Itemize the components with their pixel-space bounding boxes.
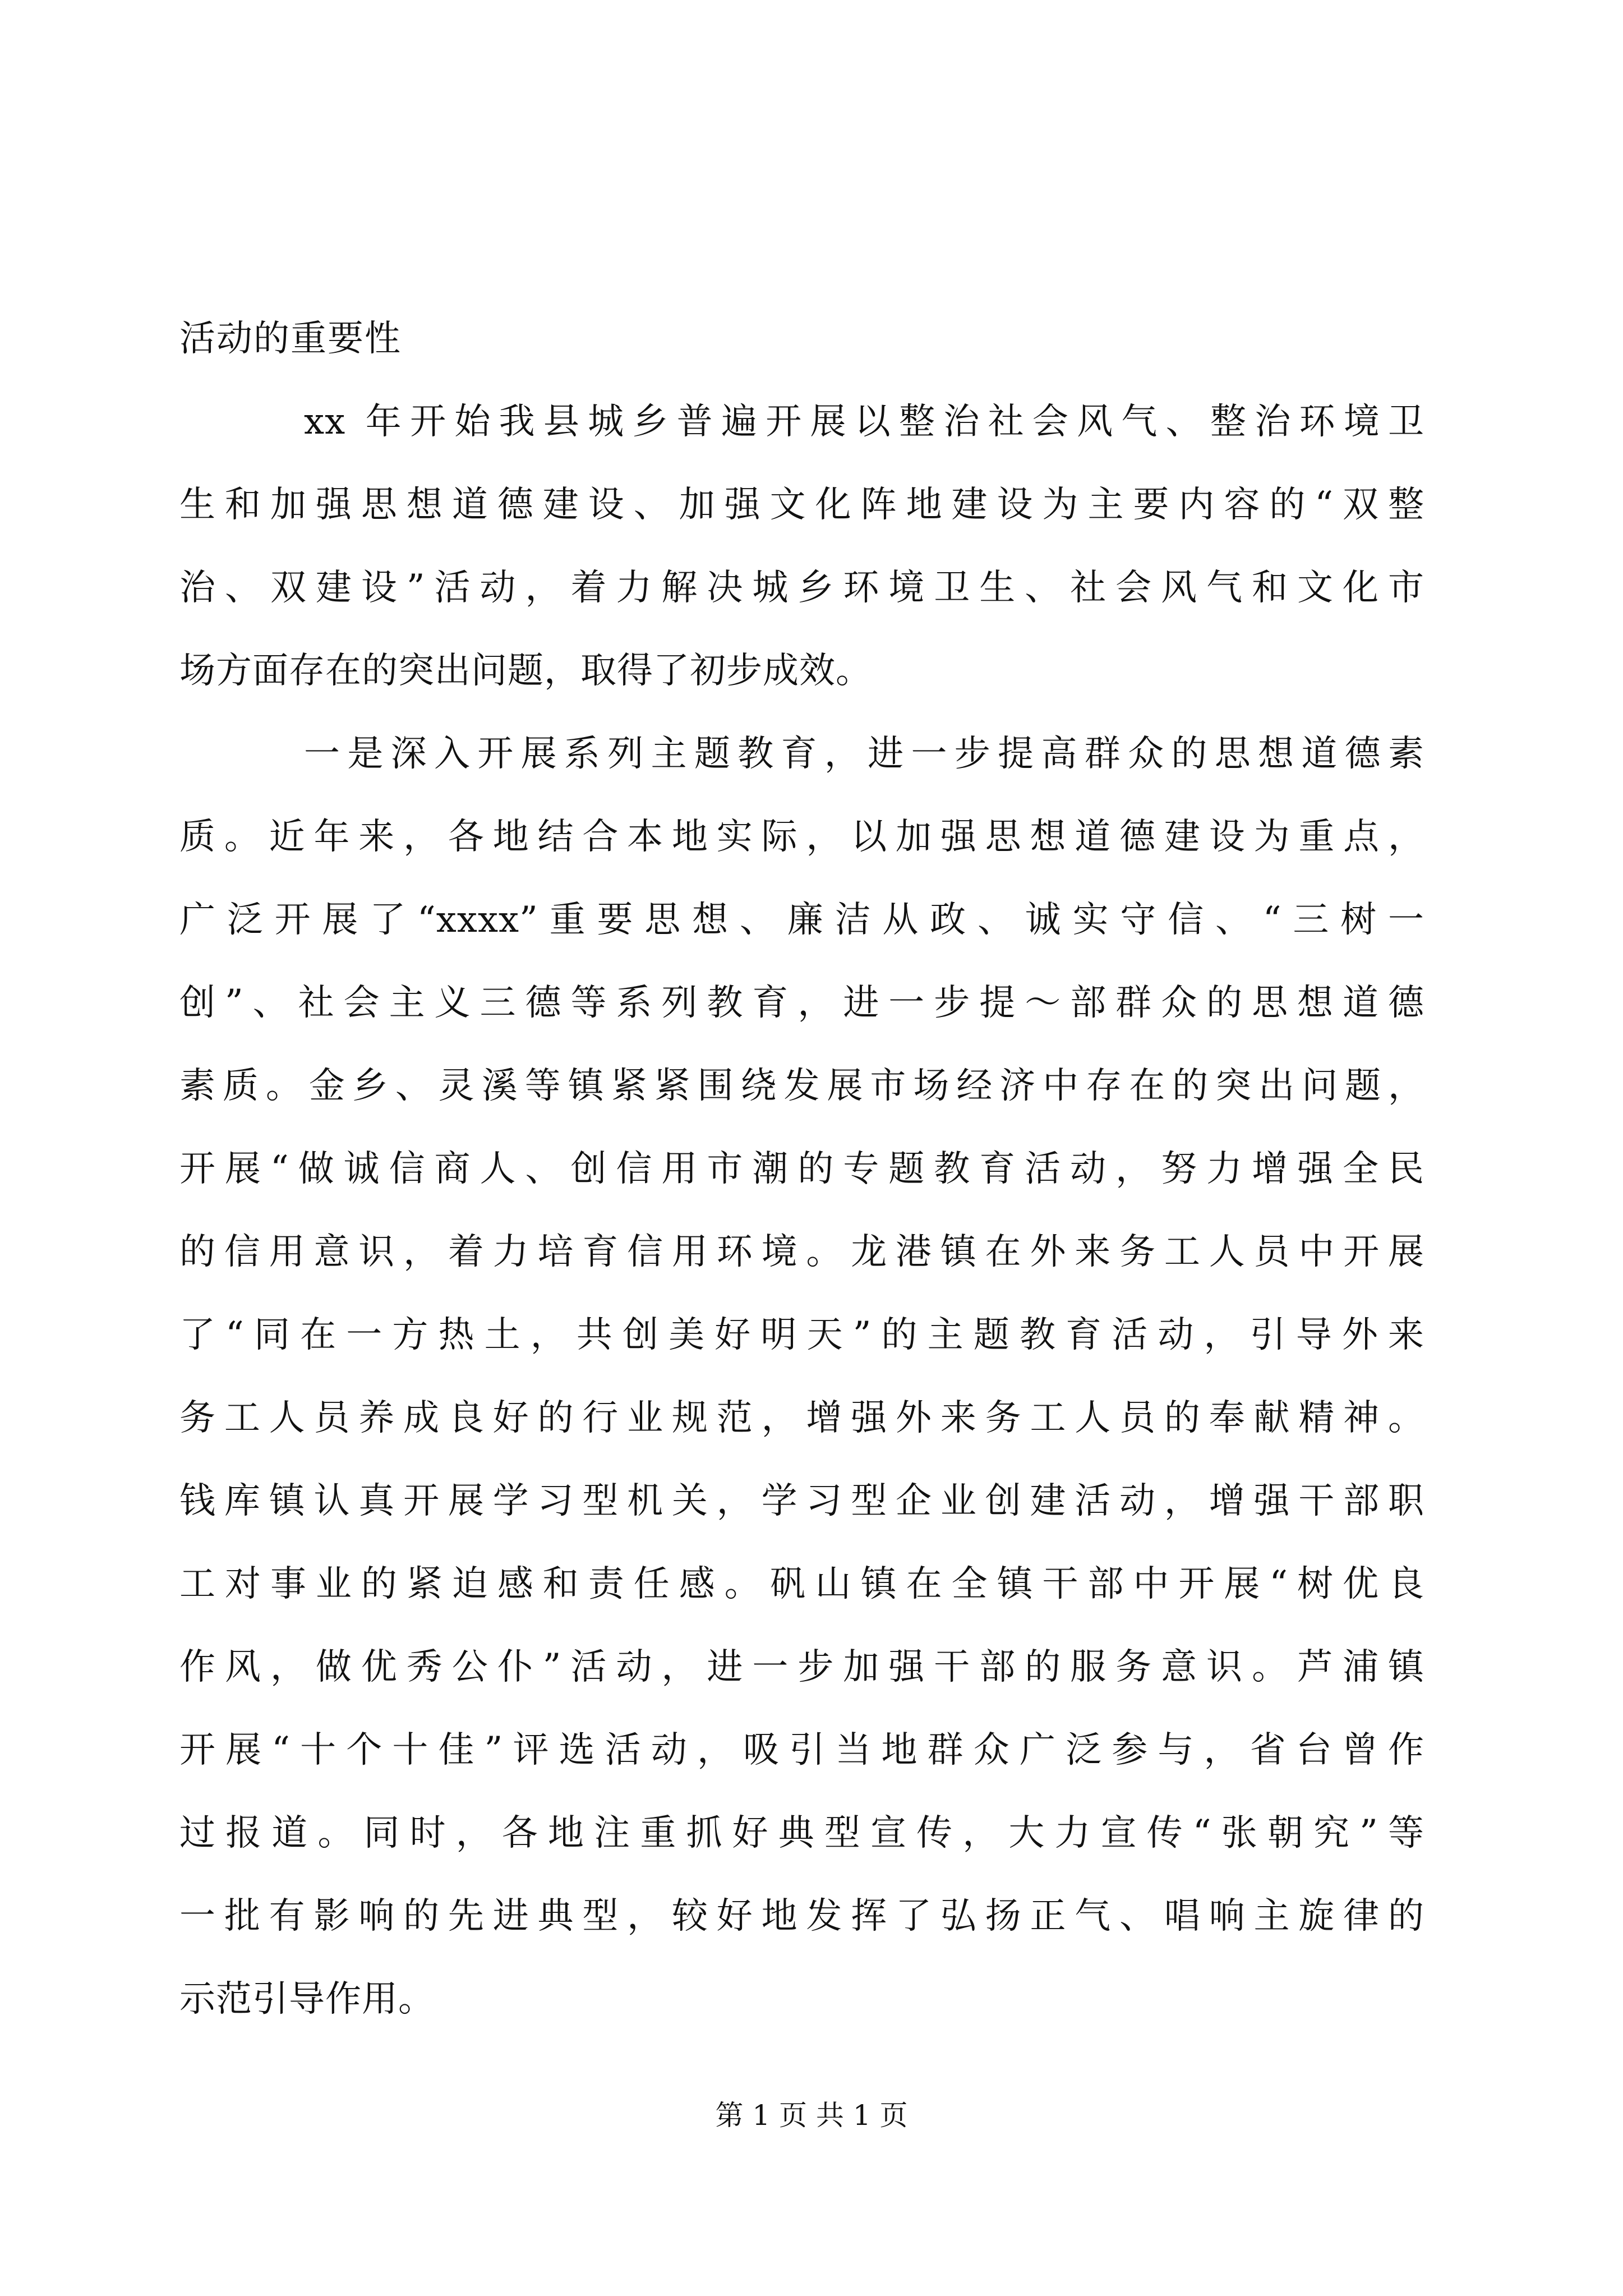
text-line: 开展“十个十佳”评选活动，吸引当地群众广泛参与，省台曾作	[179, 1729, 1424, 1771]
text-line: 素质。金乡、灵溪等镇紧紧围绕发展市场经济中存在的突出问题，	[179, 1065, 1424, 1107]
text-line: xx 年开始我县城乡普遍开展以整治社会风气、整治环境卫	[304, 401, 1424, 443]
text-line: 示范引导作用。	[179, 1978, 435, 2020]
text-line: 创”、社会主义三德等系列教育，进一步提～部群众的思想道德	[179, 982, 1424, 1024]
document-body	[179, 297, 1424, 2041]
text-line: 治、双建设”活动，着力解决城乡环境卫生、社会风气和文化市	[179, 567, 1424, 609]
text-line: 生和加强思想道德建设、加强文化阵地建设为主要内容的“双整	[179, 484, 1424, 526]
text-line: 场方面存在的突出问题，取得了初步成效。	[179, 650, 872, 692]
page-number-footer: 第 1 页 共 1 页	[715, 2099, 908, 2132]
text-line: 一批有影响的先进典型，较好地发挥了弘扬正气、唱响主旋律的	[179, 1895, 1424, 1937]
text-line: 过报道。同时，各地注重抓好典型宣传，大力宣传“张朝究”等	[179, 1812, 1424, 1854]
text-line: 了“同在一方热土，共创美好明天”的主题教育活动，引导外来	[179, 1314, 1424, 1356]
text-line: 钱库镇认真开展学习型机关，学习型企业创建活动，增强干部职	[179, 1480, 1424, 1522]
text-line: 务工人员养成良好的行业规范，增强外来务工人员的奉献精神。	[179, 1397, 1424, 1439]
text-line: 开展“做诚信商人、创信用市潮的专题教育活动，努力增强全民	[179, 1148, 1424, 1190]
paragraph-theme-education	[179, 712, 1424, 2041]
section-heading: 活动的重要性	[179, 318, 402, 360]
text-line: 一是深入开展系列主题教育，进一步提高群众的思想道德素	[304, 733, 1424, 775]
text-line: 质。近年来，各地结合本地实际，以加强思想道德建设为重点，	[179, 816, 1424, 858]
paragraph-intro	[179, 380, 1424, 712]
text-line: 广泛开展了“xxxx”重要思想、廉洁从政、诚实守信、“三树一	[179, 899, 1424, 941]
text-line: 工对事业的紧迫感和责任感。矾山镇在全镇干部中开展“树优良	[179, 1563, 1424, 1605]
text-line: 的信用意识，着力培育信用环境。龙港镇在外来务工人员中开展	[179, 1231, 1424, 1273]
text-line: 作风，做优秀公仆”活动，进一步加强干部的服务意识。芦浦镇	[179, 1646, 1424, 1688]
